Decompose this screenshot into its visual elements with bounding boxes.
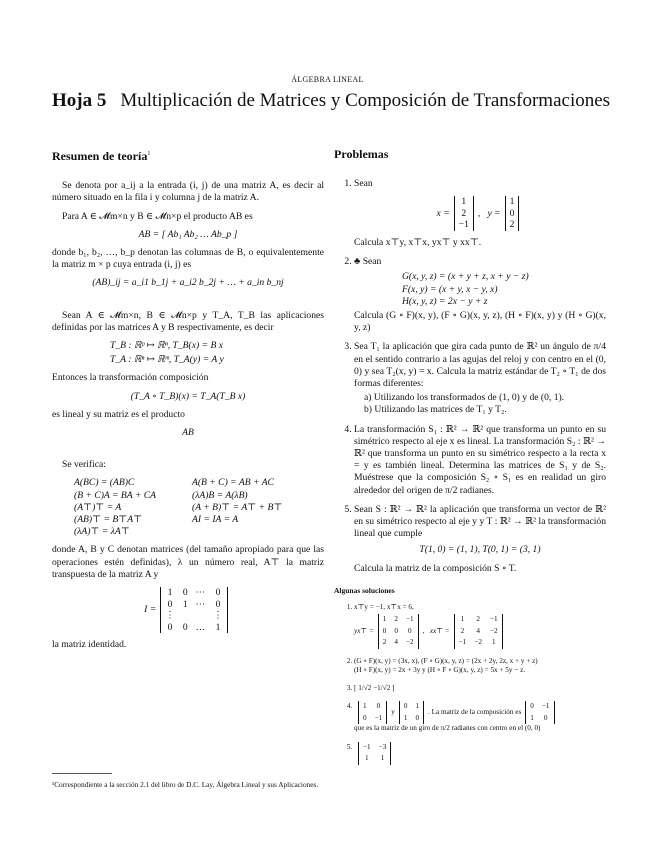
solution-2: 2. (G ∘ F)(x, y) = (3x, x), (F ∘ G)(x, y, z) = (2x + 2y, 2z, x + y + z) (H ∘ F)(x, y) = 2x + 3y y (H ∘ F ∘ G)(x, y, z) = 5x + 5y − z. <box>354 657 606 676</box>
property: (λA)⊤ = λA⊤ <box>74 526 130 538</box>
problem-5: 5. Sean S : ℝ² → ℝ² la aplicación que transforma un vector de ℝ² en su simétrico respecto al eje y y T : ℝ² → ℝ² la transformación lineal que cumple T(1, 0) = (1, 1), T(0, 1) = (3, 1) Calcula la matriz de la composición S ∘ T. <box>354 504 606 575</box>
problem-2-ask: Calcula (G ∘ F)(x, y), (F ∘ G)(x, y, z), (H ∘ F)(x, y) y (H ∘ G)(x, y, z) <box>354 309 606 334</box>
theory-paragraph-3: donde b₁, b₂, …, b_p denotan las columnas de B, o equivalentemente la matriz m × p cuya entrada (i, j) es <box>52 247 324 271</box>
theory-heading: Resumen de teoría$^1$ <box>52 149 151 163</box>
properties-list <box>74 477 324 538</box>
running-header: ÁLGEBRA LINEAL <box>291 75 364 84</box>
theory-paragraph-7: Se verifica: <box>62 459 106 471</box>
property: (A + B)⊤ = A⊤ + B⊤ <box>192 501 283 513</box>
theory-paragraph-8: donde A, B y C denotan matrices (del tamaño apropiado para que las operaciones estén definidas), λ un número real, A⊤ la matriz transpuesta de la matriz A y <box>52 544 324 580</box>
problem-4: 4. La transformación S₁ : ℝ² → ℝ² que transforma un punto en su simétrico respecto al eje x es lineal. La transformación S₂ : ℝ² → ℝ² que transforma un punto en su simétrico respecto a la recta x = y es también lineal. Determina las matrices de S₁ y de S₂. Muéstrese que la composición S₂ ∘ S₁ es en realidad un giro alrededor del origen de π/2 radianes. <box>354 424 606 497</box>
solution-5: 5. −1 −3 1 1 <box>354 742 606 765</box>
composition-equation: (T_A ∘ T_B)(x) = T_A(T_B x) <box>130 390 246 402</box>
property: A(B + C) = AB + AC <box>192 477 274 489</box>
identity-matrix-block <box>52 587 324 633</box>
identity-matrix: 1 0 ⋯ 0 0 1 ⋯ 0 ⋮ ⋮ 0 0 … 1 <box>160 587 228 633</box>
property: (λA)B = A(λB) <box>192 489 248 501</box>
page-title <box>52 90 612 112</box>
product-columns-equation: AB = [ Ab₁ Ab₂ … Ab_p ] <box>138 228 238 240</box>
theory-paragraph-2: Para A ∈ 𝓜m×n y B ∈ 𝓜n×p el producto AB es <box>62 210 253 222</box>
property <box>192 526 312 538</box>
entry-formula: (AB)_ij = a_i1 b_1j + a_i2 b_2j + … + a_in b_nj <box>92 277 284 289</box>
theory-column <box>52 148 324 657</box>
product-ab: AB <box>182 427 194 439</box>
theory-paragraph-9: la matriz identidad. <box>52 639 127 651</box>
solution-4: 4. 1 0 0 −1 y 0 1 1 0 . La matriz de la composición es 0 −1 1 0 que es la matriz de un giro de π/2 radianes con centro en el (0, 0) <box>354 701 606 734</box>
theory-paragraph-6: es lineal y su matriz es el producto <box>52 408 185 420</box>
vector-y: 1 0 2 <box>505 196 520 231</box>
solution-3: 3. [ 1/√2 −1/√2 ] <box>354 684 606 694</box>
problems-heading: Problemas <box>334 147 389 161</box>
problem-1: 1. Sean x = 1 2 −1 , y = 1 0 2 Calcula x⊤y, x⊤x, yx⊤ y xx⊤. <box>354 178 606 249</box>
property: AI = IA = A <box>192 514 239 526</box>
problem-2: 2. ♣ Sean G(x, y, z) = (x + y + z, x + y − z) F(x, y) = (x + y, x − y, x) H(x, y, z) = 2x − y + z Calcula (G ∘ F)(x, y), (F ∘ G)(x, y, z), (H ∘ F)(x, y) y (H ∘ G)(x, y, z) <box>354 256 606 334</box>
problem-3: 3. Sea T₁ la aplicación que gira cada punto de ℝ² un ángulo de π/4 en el sentido contrario a las agujas del reloj y con centro en el (0, 0) y sea T₂(x, y) = x. Calcula la matriz estándar de T₂ ∘ T₁ de dos formas diferentes: a) Utilizando los transformados de (1, 0) y de (0, 1). b) Utilizando las matrices de T₁ y T₂. <box>354 341 606 416</box>
vectors-block: x = 1 2 −1 , y = 1 0 2 <box>354 196 606 231</box>
sheet-title: Multiplicación de Matrices y Composición de Transformaciones <box>120 90 611 111</box>
identity-label: I = <box>144 603 157 615</box>
problem-list <box>334 178 606 575</box>
solutions-heading: Algunas soluciones <box>334 585 395 595</box>
property: (AB)⊤ = B⊤A⊤ <box>74 514 143 526</box>
problem-1-ask: Calcula x⊤y, x⊤x, yx⊤ y xx⊤. <box>354 236 482 248</box>
ta-definition: T_A : ℝⁿ ↦ ℝᵐ, T_A(y) = A y <box>110 354 224 366</box>
tb-definition: T_B : ℝᵖ ↦ ℝⁿ, T_B(x) = B x <box>110 340 223 352</box>
property: (B + C)A = BA + CA <box>74 489 156 501</box>
solution-1: 1. x⊤y = −1, x⊤x = 6, yx⊤ = 1 2 −1 0 0 0 2 4 −2 , xx⊤ = 1 2 −1 2 4 −2 −1 −2 1 <box>354 603 606 649</box>
footnote-mark: 1 <box>147 151 151 157</box>
theory-paragraph-1: Se denota por a_ij a la entrada (i, j) de una matriz A, es decir al número situado en la fila i y columna j de la matriz A. <box>52 180 324 204</box>
footnote-rule <box>52 773 112 774</box>
property: (A⊤)⊤ = A <box>74 501 122 513</box>
sheet-number: Hoja 5 <box>52 90 107 111</box>
footnote: ¹Correspondiente a la sección 2.1 del libro de D.C. Lay, Álgebra Lineal y sus Aplicaciones. <box>52 780 319 789</box>
theory-paragraph-4: Sean A ∈ 𝓜m×n, B ∈ 𝓜n×p y T_A, T_B las aplicaciones definidas por las matrices A y B respectivamente, es decir <box>52 309 324 333</box>
solutions <box>334 603 606 765</box>
property: A(BC) = (AB)C <box>74 477 135 489</box>
theory-paragraph-5: Entonces la transformación composición <box>52 372 209 384</box>
vector-x: 1 2 −1 <box>454 196 474 231</box>
problems-column <box>334 148 606 773</box>
